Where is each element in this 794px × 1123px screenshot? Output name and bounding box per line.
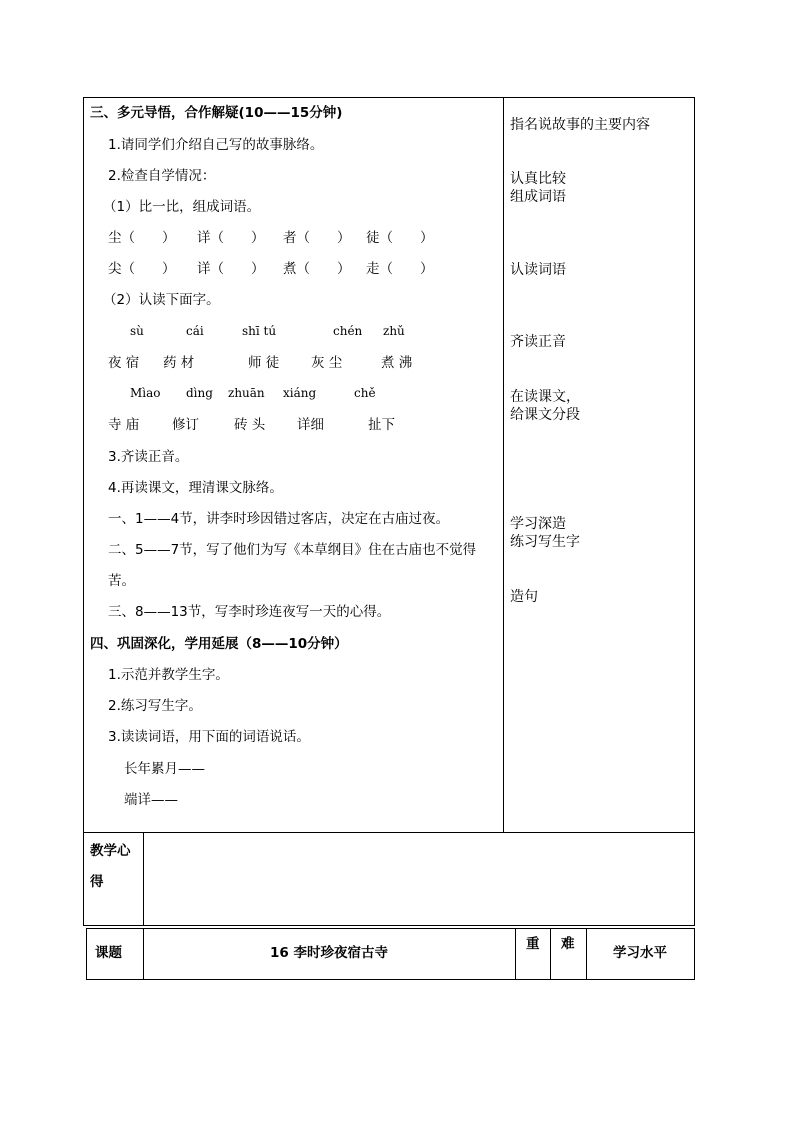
pinyin: Mìao <box>130 386 161 400</box>
table-right-border <box>694 97 695 926</box>
sidebar-note-sentence: 造句 <box>510 589 538 605</box>
next-table-divider-2 <box>515 928 516 980</box>
sidebar-note-story: 指名说故事的主要内容 <box>510 117 650 133</box>
sidebar-note-read-words: 认读词语 <box>510 262 566 278</box>
section3-item1: 1.请同学们介绍自己写的故事脉络。 <box>108 137 324 153</box>
section3-part2-line2: 苦。 <box>108 573 135 589</box>
difficulty-label: 难 <box>561 936 575 952</box>
table-column-divider <box>503 97 504 833</box>
table-bottom-border <box>83 925 695 926</box>
pinyin: shī tú <box>242 324 277 338</box>
sidebar-note-study-2: 练习写生字 <box>510 534 580 550</box>
key-point-label: 重 <box>526 936 540 952</box>
sidebar-note-compare-2: 组成词语 <box>510 189 566 205</box>
sidebar-note-reread-1: 在读课文， <box>510 389 580 405</box>
vocab-word: 煮 沸 <box>381 355 413 371</box>
section4-heading: 四、巩固深化，学用延展（8——10分钟） <box>90 636 348 652</box>
compare-word: 详（ ） <box>197 230 265 246</box>
section3-heading: 三、多元导悟，合作解疑(10——15分钟) <box>90 105 343 121</box>
section4-item3: 3.读读词语，用下面的词语说话。 <box>108 729 310 745</box>
section3-part2-line1: 二、5——7节，写了他们为写《本草纲目》住在古庙也不觉得 <box>108 542 477 558</box>
learning-level-label: 学习水平 <box>613 945 667 961</box>
section4-phrase2: 端详—— <box>124 792 178 808</box>
pinyin: xiáng <box>283 386 317 400</box>
vocab-word: 灰 尘 <box>311 355 343 371</box>
section3-part1: 一、1——4节，讲李时珍因错过客店，决定在古庙过夜。 <box>108 511 450 527</box>
pinyin: zhǔ <box>383 324 405 338</box>
sidebar-note-study-1: 学习深造 <box>510 516 566 532</box>
table-left-border <box>83 97 84 926</box>
topic-value: 16 李时珍夜宿古寺 <box>270 945 388 961</box>
vocab-word: 详细 <box>297 417 324 433</box>
next-table-left-border <box>86 928 87 980</box>
section3-sub1: （1）比一比，组成词语。 <box>103 199 261 215</box>
sidebar-note-pronounce: 齐读正音 <box>510 334 566 350</box>
section4-item2: 2.练习写生字。 <box>108 698 202 714</box>
vocab-word: 修订 <box>172 417 199 433</box>
section3-part3: 三、8——13节，写李时珍连夜写一天的心得。 <box>108 604 391 620</box>
compare-word: 尖（ ） <box>108 261 176 277</box>
section4-phrase1: 长年累月—— <box>124 761 205 777</box>
reflection-top-border <box>83 832 695 833</box>
section3-item4: 4.再读课文，理清课文脉络。 <box>108 480 283 496</box>
vocab-word: 砖 头 <box>234 417 266 433</box>
next-table-divider-1 <box>143 928 144 980</box>
vocab-word: 寺 庙 <box>108 417 140 433</box>
reflection-label-line2: 得 <box>90 874 104 890</box>
vocab-word: 扯下 <box>368 417 395 433</box>
section3-sub2: （2）认读下面字。 <box>103 292 220 308</box>
pinyin: chén <box>333 324 363 338</box>
pinyin: sù <box>130 324 144 338</box>
vocab-word: 夜 宿 <box>108 355 140 371</box>
vocab-word: 师 徒 <box>248 355 280 371</box>
sidebar-note-compare-1: 认真比较 <box>510 171 566 187</box>
table-top-border <box>83 97 695 98</box>
topic-label: 课题 <box>95 945 122 961</box>
reflection-label-line1: 教学心 <box>90 843 131 859</box>
pinyin: dìng <box>186 386 213 400</box>
next-table-bottom-border <box>86 979 695 980</box>
sidebar-note-reread-2: 给课文分段 <box>510 407 580 423</box>
next-table-divider-4 <box>586 928 587 980</box>
next-table-right-border <box>694 928 695 980</box>
compare-word: 尘（ ） <box>108 230 176 246</box>
section3-item3: 3.齐读正音。 <box>108 449 189 465</box>
pinyin: chě <box>354 386 376 400</box>
compare-word: 者（ ） <box>283 230 351 246</box>
compare-word: 煮（ ） <box>283 261 351 277</box>
compare-word: 详（ ） <box>197 261 265 277</box>
pinyin: zhuān <box>228 386 265 400</box>
next-table-divider-3 <box>550 928 551 980</box>
compare-word: 走（ ） <box>366 261 434 277</box>
vocab-word: 药 材 <box>163 355 195 371</box>
next-table-top-border <box>86 928 695 929</box>
section4-item1: 1.示范并教学生字。 <box>108 667 229 683</box>
compare-word: 徒（ ） <box>366 230 434 246</box>
reflection-label-divider <box>143 832 144 926</box>
pinyin: cái <box>186 324 204 338</box>
section3-item2: 2.检查自学情况： <box>108 168 216 184</box>
